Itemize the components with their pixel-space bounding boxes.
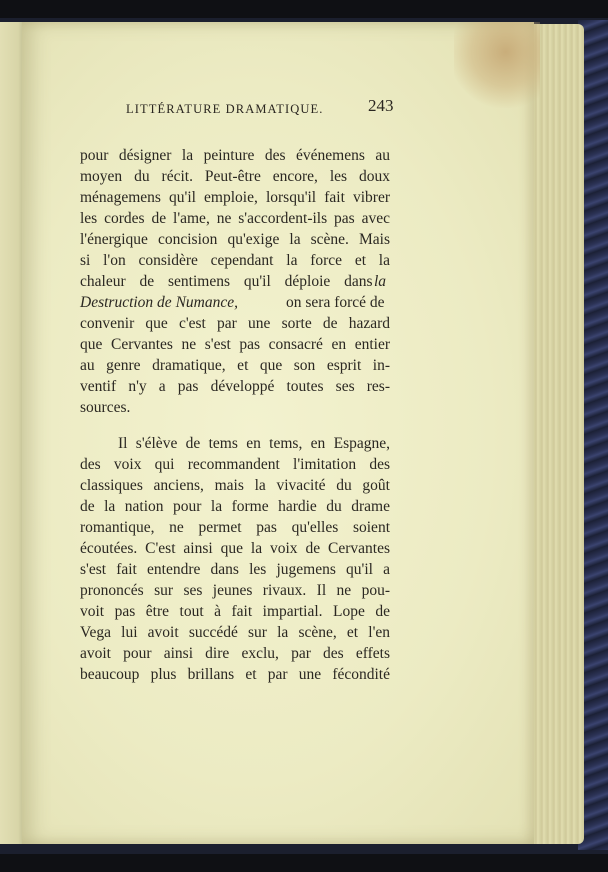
text-line: sources.: [80, 399, 131, 416]
foxing-stain: [454, 22, 540, 108]
text-line: écoutées. C'est ainsi que la voix de Cervantes: [80, 540, 390, 557]
text-line: Vega lui avoit succédé sur la scène, et l'en: [80, 624, 390, 641]
text-line: s'est fait entendre dans les jugemens qu'il a: [80, 561, 390, 578]
text-line: romantique, ne permet pas qu'elles soient: [80, 519, 390, 536]
text-line: l'énergique concision qu'exige la scène. Mais: [80, 231, 390, 248]
text-line: beaucoup plus brillans et par une fécondité: [80, 666, 390, 683]
text-line: que Cervantes ne s'est pas consacré en entier: [80, 336, 390, 353]
text-line: des voix qui recommandent l'imitation des: [80, 456, 390, 473]
text-line: ventif n'y a pas développé toutes ses res-: [80, 378, 390, 395]
text-line: au genre dramatique, et que son esprit in-: [80, 357, 390, 374]
text-line: de la nation pour la forme hardie du drame: [80, 498, 390, 515]
text-line: pour désigner la peinture des événemens au: [80, 147, 390, 164]
page-number: 243: [368, 96, 394, 115]
text-line: ménagemens qu'il emploie, lorsqu'il fait vibrer: [80, 189, 390, 206]
text-line: moyen du récit. Peut-être encore, les doux: [80, 168, 390, 185]
text-line: si l'on considère cependant la force et la: [80, 252, 390, 269]
text-line: classiques anciens, mais la vivacité du goût: [80, 477, 390, 494]
text-line: les cordes de l'ame, ne s'accordent-ils pas avec: [80, 210, 390, 227]
text-line: convenir que c'est par une sorte de hazard: [80, 315, 390, 332]
italic-title-fragment: la: [374, 273, 387, 290]
text-line: prononcés sur ses jeunes rivaux. Il ne pou-: [80, 582, 390, 599]
text-line: avoit pour ainsi dire exclu, par des effets: [80, 645, 390, 662]
italic-title: Destruction de Numance,: [80, 294, 238, 311]
text-line: chaleur de sentimens qu'il déploie dans: [80, 273, 373, 290]
running-head: LITTÉRATURE DRAMATIQUE.: [126, 102, 324, 116]
text-line: Il s'élève de tems en tems, en Espagne,: [118, 435, 390, 452]
text-line: on sera forcé de: [286, 294, 385, 311]
text-line: voit pas être tout à fait impartial. Lope de: [80, 603, 390, 620]
